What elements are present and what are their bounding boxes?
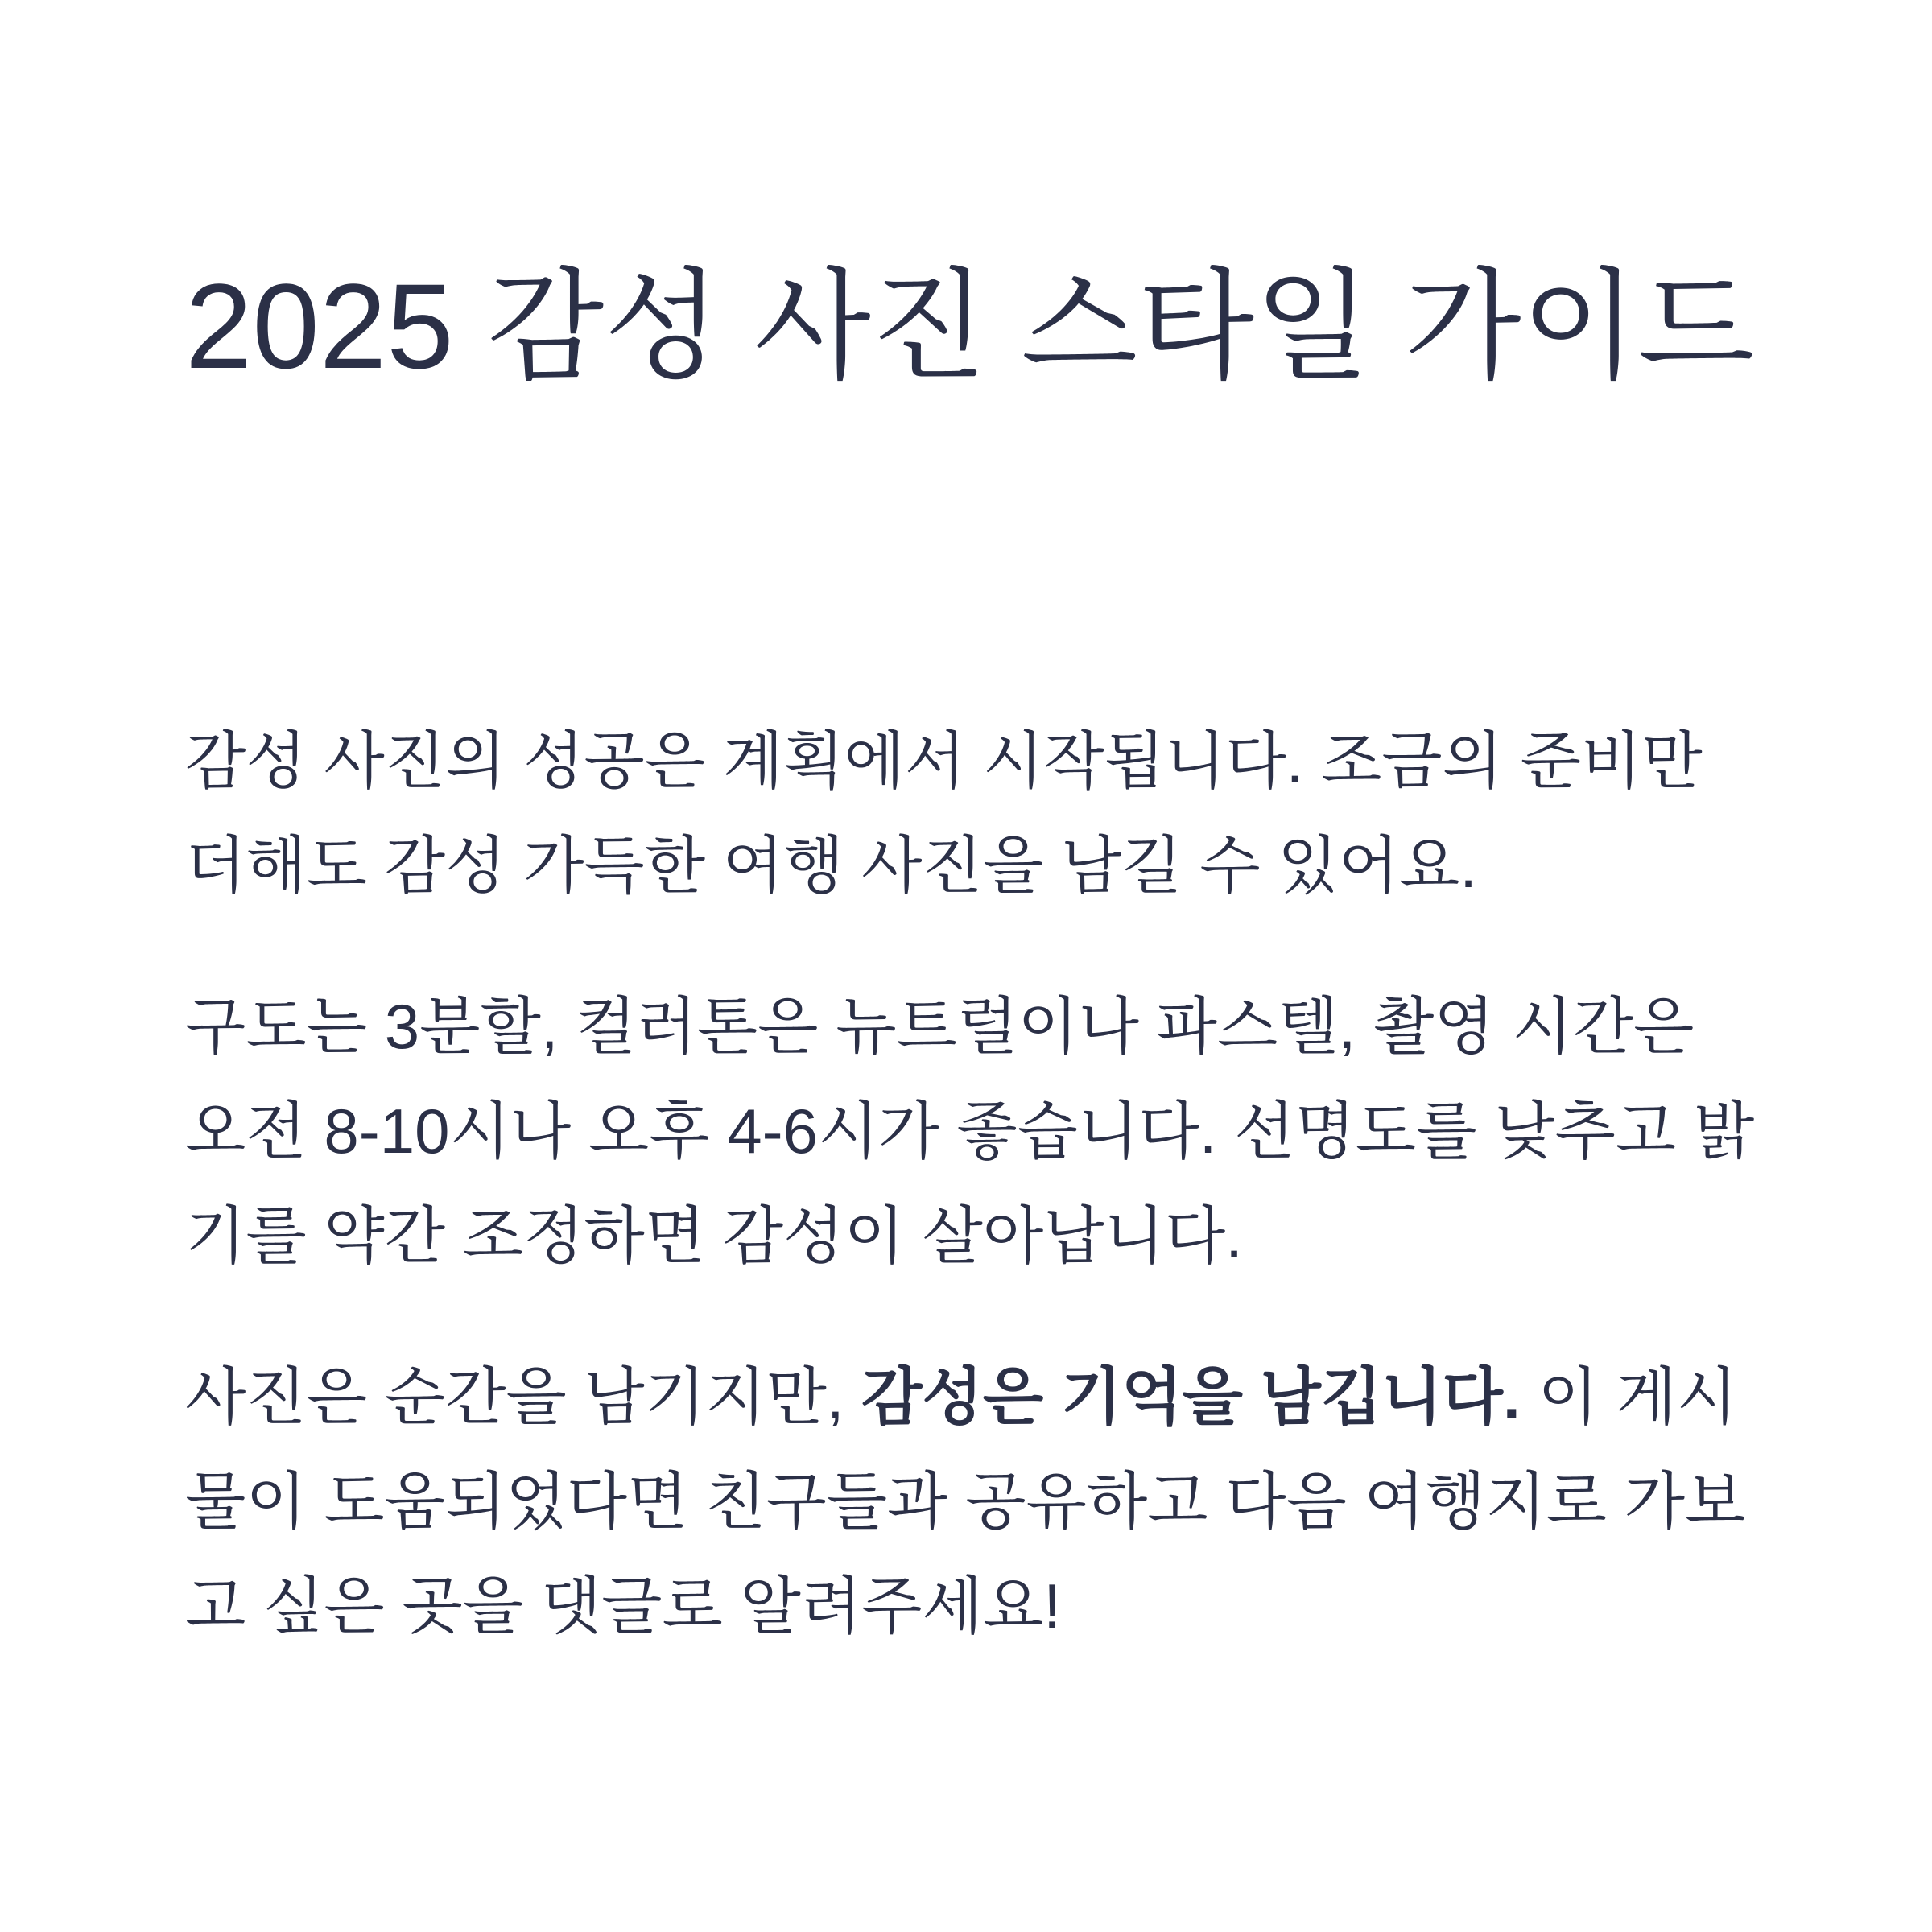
paragraph-tips: 구도는 3분할, 컬러톤은 뉴트럴이나 파스텔, 촬영 시간은 오전 8-10시나 오후 4-6시가 좋습니다. 선명도를 낮추고 밝기를 약간 조정하면 감성이 살아납니다.: [185, 991, 1755, 1271]
post-body: [185, 708, 1763, 1715]
paragraph-closing: [185, 1344, 1763, 1658]
post-card: [185, 250, 1763, 1641]
page-title: 2025 감성 사진 스타일 가이드: [185, 258, 1755, 394]
closing-emphasis-text: 감성은 기억을 남깁니다.: [861, 1361, 1521, 1432]
closing-lead-text: 사진은 순간을 남기지만,: [185, 1361, 862, 1432]
paragraph-intro: 감성 사진의 성공은 계획에서 시작됩니다. 조금의 준비만 더해도 감성 가득한 여행 사진을 남길 수 있어요.: [185, 725, 1703, 901]
closing-call-to-action-text: 이 게시물이 도움되었다면 친구들과 공유하고 다음 여행지로 가보고 싶은 곳을 댓글로 알려주세요!: [185, 1361, 1746, 1641]
